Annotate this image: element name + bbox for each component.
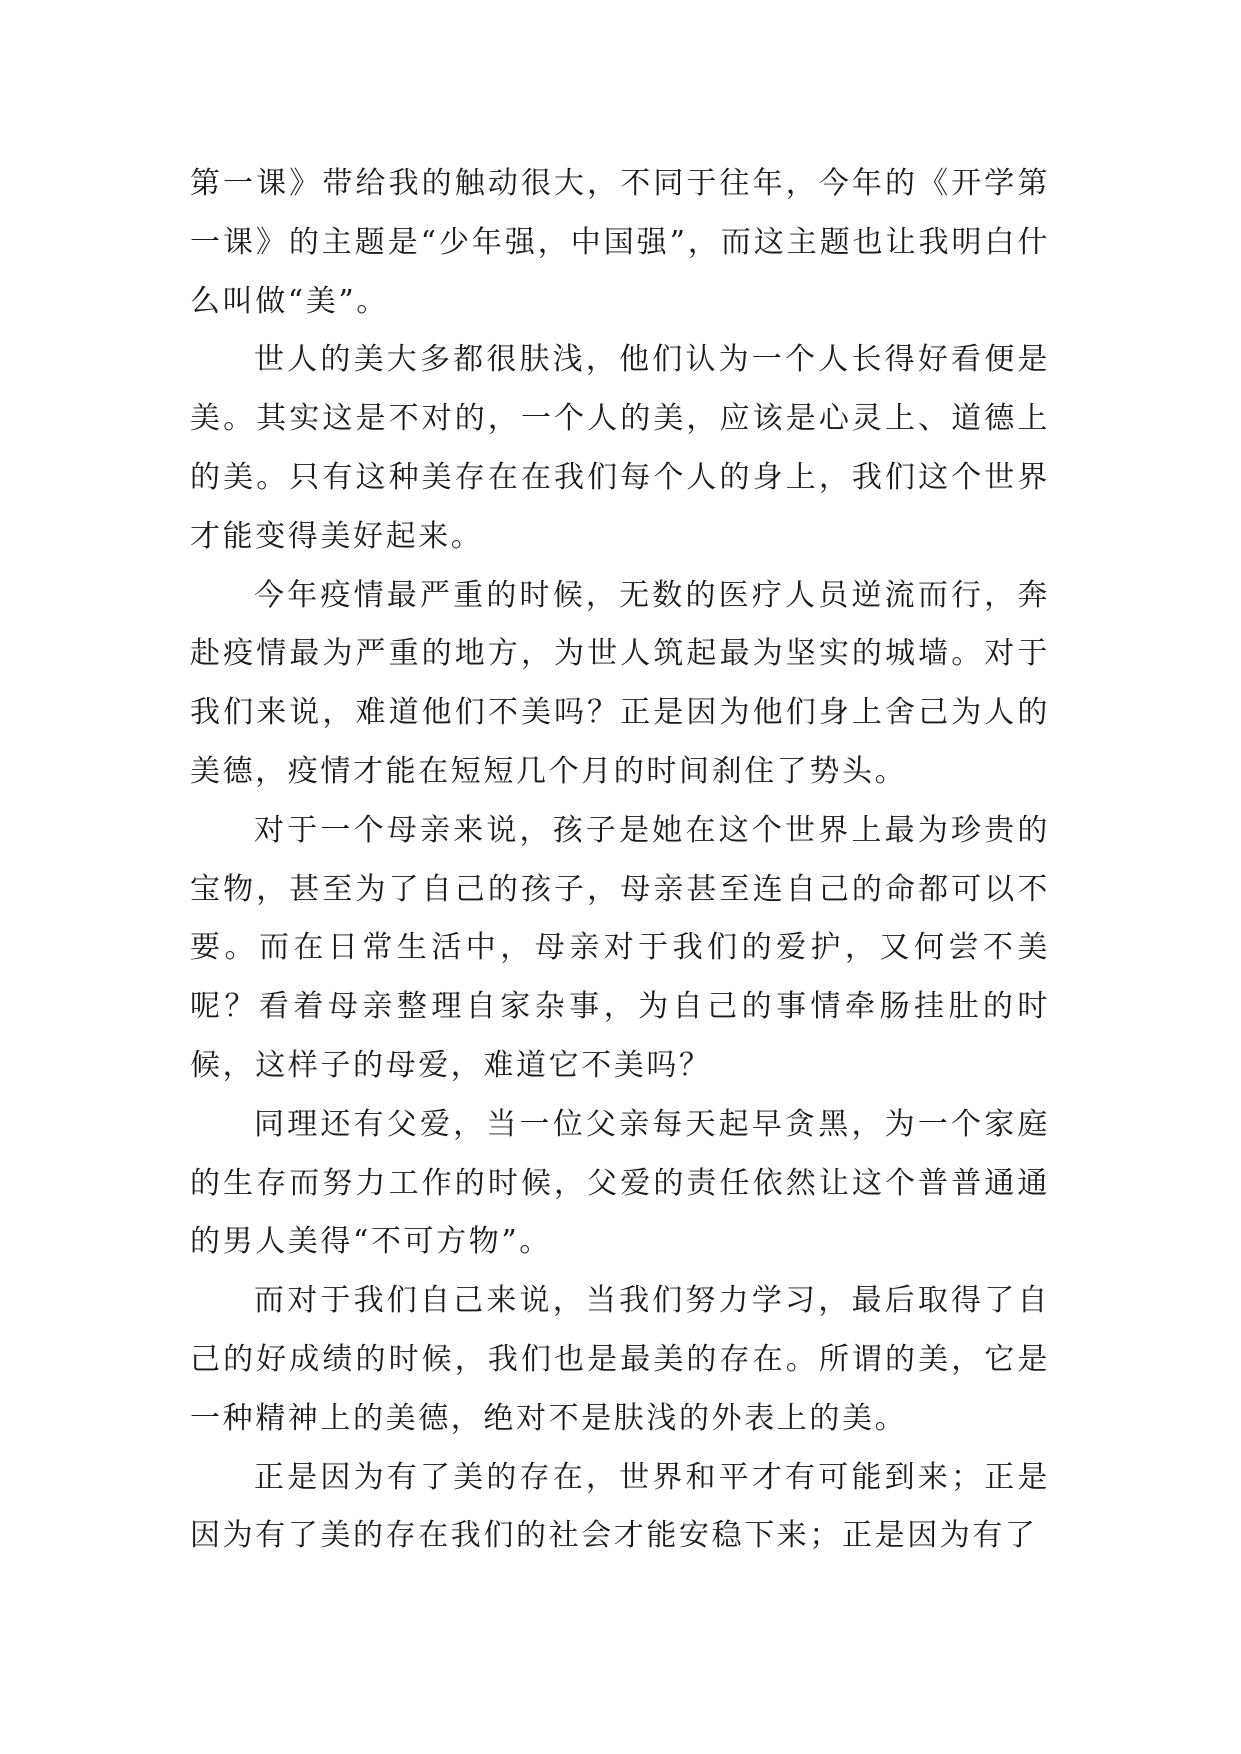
paragraph-6: 而对于我们自己来说，当我们努力学习，最后取得了自己的好成绩的时候，我们也是最美的存在。所谓的美，它是一种精神上的美德，绝对不是肤浅的外表上的美。 — [190, 1283, 1050, 1436]
paragraph-7: 正是因为有了美的存在，世界和平才有可能到来；正是因为有了美的存在我们的社会才能安稳下来；正是因为有了 — [190, 1459, 1050, 1554]
paragraph-4: 对于一个母亲来说，孩子是她在这个世界上最为珍贵的宝物，甚至为了自己的孩子，母亲甚至连自己的命都可以不要。而在日常生活中，母亲对于我们的爱护，又何尝不美呢？看着母亲整理自家杂事，为自己的事情牵肠挂肚的时候，这样子的母爱，难道它不美吗？ — [190, 812, 1050, 1083]
paragraph-3: 今年疫情最严重的时候，无数的医疗人员逆流而行，奔赴疫情最为严重的地方，为世人筑起最为坚实的城墙。对于我们来说，难道他们不美吗？正是因为他们身上舍己为人的美德，疫情才能在短短几个月的时间刹住了势头。 — [190, 577, 1050, 789]
document-page — [190, 155, 1050, 1566]
paragraph-2: 世人的美大多都很肤浅，他们认为一个人长得好看便是美。其实这是不对的，一个人的美，应该是心灵上、道德上的美。只有这种美存在在我们每个人的身上，我们这个世界才能变得美好起来。 — [190, 342, 1050, 554]
paragraph-5: 同理还有父爱，当一位父亲每天起早贪黑，为一个家庭的生存而努力工作的时候，父爱的责任依然让这个普普通通的男人美得“不可方物”。 — [190, 1106, 1050, 1260]
paragraph-1: 第一课》带给我的触动很大，不同于往年，今年的《开学第一课》的主题是“少年强，中国强”，而这主题也让我明白什么叫做“美”。 — [190, 166, 1050, 319]
